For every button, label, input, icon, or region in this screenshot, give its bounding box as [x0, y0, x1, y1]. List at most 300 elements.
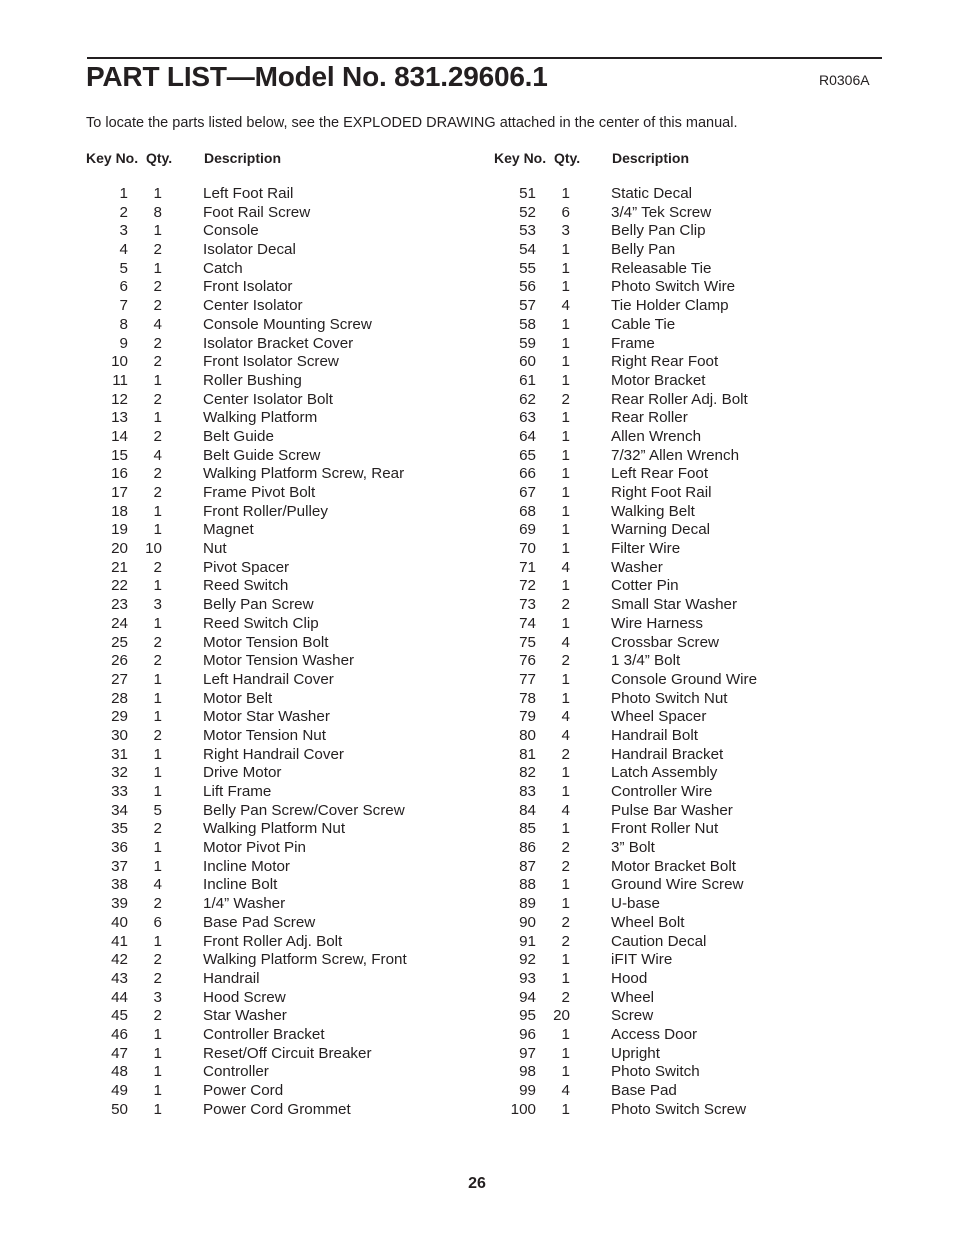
part-description: Magnet: [203, 521, 254, 539]
part-qty: 1: [153, 222, 162, 240]
part-description: Base Pad: [611, 1082, 677, 1099]
table-row: [494, 1101, 757, 1120]
part-description: iFIT Wire: [611, 951, 673, 969]
table-row: [86, 465, 407, 484]
part-key-no: 53: [519, 222, 536, 240]
table-row: [86, 895, 407, 914]
part-description: Belly Pan Clip: [611, 222, 706, 240]
part-qty: 1: [153, 1063, 162, 1081]
part-qty: 4: [153, 315, 162, 333]
table-row: [494, 540, 757, 559]
part-description: Controller Bracket: [203, 1025, 325, 1043]
table-row: [86, 447, 407, 466]
part-qty: 4: [561, 633, 570, 651]
part-key-no: 69: [519, 521, 536, 539]
part-key-no: 63: [519, 409, 536, 427]
table-row: [86, 951, 407, 970]
part-key-no: 86: [519, 839, 536, 857]
part-description: 1/4” Washer: [203, 895, 286, 913]
part-key-no: 30: [111, 726, 128, 744]
part-description: Motor Pivot Pin: [203, 839, 306, 857]
table-row: [494, 297, 757, 316]
part-qty: 2: [153, 484, 162, 501]
part-key-no: 35: [111, 820, 128, 838]
part-key-no: 81: [519, 745, 536, 763]
part-description: Tie Holder Clamp: [611, 297, 729, 315]
header-qty: Qty.: [554, 150, 581, 166]
part-key-no: 45: [111, 1007, 128, 1025]
part-key-no: 73: [519, 596, 536, 614]
table-row: [86, 241, 407, 260]
part-qty: 8: [153, 203, 162, 221]
part-qty: 1: [561, 969, 570, 987]
part-description: Left Foot Rail: [203, 185, 294, 202]
part-description: Power Cord Grommet: [203, 1100, 351, 1118]
part-description: Wheel Spacer: [611, 708, 707, 726]
part-qty: 1: [561, 502, 570, 520]
table-row: [494, 820, 757, 839]
part-qty: 1: [561, 895, 570, 913]
table-row: [494, 1063, 757, 1082]
table-row: [86, 204, 407, 223]
part-description: Wire Harness: [611, 614, 703, 632]
part-description: Cable Tie: [611, 315, 676, 333]
part-description: Handrail Bolt: [611, 726, 698, 744]
part-key-no: 84: [519, 801, 536, 819]
part-key-no: 13: [111, 409, 128, 427]
table-row: [494, 746, 757, 765]
header-description: Description: [612, 150, 690, 166]
table-row: [86, 708, 407, 727]
table-row: [86, 690, 407, 709]
part-qty: 2: [561, 596, 570, 614]
table-row: [494, 596, 757, 615]
part-qty: 2: [153, 726, 162, 744]
part-key-no: 100: [510, 1100, 536, 1118]
part-description: Catch: [203, 259, 243, 277]
part-description: Hood: [611, 969, 648, 987]
table-row: [494, 260, 757, 279]
table-row: [494, 447, 757, 466]
part-key-no: 12: [111, 390, 128, 408]
part-qty: 10: [145, 540, 162, 558]
part-key-no: 29: [111, 708, 128, 726]
part-key-no: 55: [519, 259, 536, 277]
part-key-no: 47: [111, 1044, 128, 1062]
part-key-no: 79: [519, 708, 536, 726]
part-qty: 2: [153, 969, 162, 987]
part-qty: 1: [561, 353, 570, 371]
part-description: Warning Decal: [611, 521, 711, 539]
part-key-no: 51: [519, 185, 536, 202]
part-key-no: 71: [519, 558, 536, 576]
part-qty: 2: [153, 427, 162, 445]
part-qty: 2: [153, 652, 162, 670]
part-key-no: 16: [111, 465, 128, 483]
part-description: Roller Bushing: [203, 371, 302, 389]
part-key-no: 49: [111, 1082, 128, 1099]
part-key-no: 36: [111, 839, 128, 857]
table-row: [494, 951, 757, 970]
part-qty: 2: [153, 241, 162, 259]
part-key-no: 75: [519, 633, 536, 651]
part-qty: 2: [153, 278, 162, 296]
part-description: Belt Guide Screw: [203, 446, 321, 464]
part-key-no: 11: [112, 371, 128, 389]
part-qty: 1: [561, 876, 570, 894]
table-row: [494, 634, 757, 653]
table-row: [494, 933, 757, 952]
part-description: Washer: [611, 558, 663, 576]
table-row: [86, 559, 407, 578]
part-description: Rear Roller Adj. Bolt: [611, 390, 748, 408]
table-row: [86, 278, 407, 297]
table-row: [494, 839, 757, 858]
part-description: Handrail: [203, 969, 260, 987]
part-qty: 4: [561, 801, 570, 819]
part-key-no: 74: [519, 614, 536, 632]
table-row: [86, 615, 407, 634]
part-key-no: 5: [119, 259, 128, 277]
part-description: Motor Bracket: [611, 371, 706, 389]
table-row: [86, 428, 407, 447]
part-qty: 4: [561, 1082, 570, 1099]
part-qty: 1: [561, 371, 570, 389]
part-qty: 1: [153, 932, 162, 950]
part-key-no: 8: [119, 315, 128, 333]
part-description: Belly Pan Screw/Cover Screw: [203, 801, 405, 819]
table-row: [494, 372, 757, 391]
part-key-no: 58: [519, 315, 536, 333]
part-description: Belly Pan Screw: [203, 596, 314, 614]
table-row: [494, 783, 757, 802]
part-qty: 5: [153, 801, 162, 819]
part-key-no: 33: [111, 783, 128, 800]
table-row: [494, 764, 757, 783]
table-row: [494, 335, 757, 354]
part-key-no: 4: [119, 241, 128, 259]
part-qty: 2: [153, 353, 162, 371]
part-key-no: 9: [119, 334, 128, 352]
part-key-no: 23: [111, 596, 128, 614]
table-row: [86, 316, 407, 335]
part-qty: 1: [561, 427, 570, 445]
part-qty: 2: [561, 745, 570, 763]
part-description: Walking Platform: [203, 409, 318, 427]
part-key-no: 21: [111, 558, 128, 576]
part-qty: 1: [561, 689, 570, 707]
table-row: [86, 1007, 407, 1026]
table-row: [86, 484, 407, 503]
part-qty: 2: [561, 839, 570, 857]
part-qty: 1: [153, 1082, 162, 1099]
parts-header-right: [494, 148, 757, 168]
part-qty: 1: [561, 278, 570, 296]
part-qty: 2: [561, 390, 570, 408]
part-qty: 1: [561, 446, 570, 464]
table-row: [86, 391, 407, 410]
part-description: Pulse Bar Washer: [611, 801, 733, 819]
part-key-no: 61: [519, 371, 536, 389]
table-row: [86, 1063, 407, 1082]
part-key-no: 34: [111, 801, 128, 819]
table-row: [494, 577, 757, 596]
part-qty: 20: [553, 1007, 570, 1025]
part-qty: 2: [561, 932, 570, 950]
part-qty: 1: [561, 465, 570, 483]
part-qty: 1: [561, 1063, 570, 1081]
part-qty: 3: [561, 222, 570, 240]
part-qty: 2: [153, 297, 162, 315]
table-row: [86, 503, 407, 522]
part-key-no: 95: [519, 1007, 536, 1025]
table-row: [86, 1026, 407, 1045]
part-description: Cotter Pin: [611, 577, 679, 595]
table-row: [494, 204, 757, 223]
table-row: [494, 559, 757, 578]
part-description: 1 3/4” Bolt: [611, 652, 681, 670]
part-qty: 2: [561, 913, 570, 931]
part-key-no: 7: [119, 297, 128, 315]
table-row: [86, 596, 407, 615]
table-row: [86, 521, 407, 540]
part-description: Console Ground Wire: [611, 670, 758, 688]
part-qty: 2: [153, 820, 162, 838]
part-key-no: 42: [111, 951, 128, 969]
table-row: [86, 409, 407, 428]
part-description: Releasable Tie: [611, 259, 712, 277]
part-qty: 1: [561, 951, 570, 969]
part-key-no: 67: [519, 484, 536, 501]
part-qty: 3: [153, 596, 162, 614]
part-qty: 4: [561, 558, 570, 576]
part-qty: 1: [561, 614, 570, 632]
table-row: [86, 185, 407, 204]
part-description: Right Handrail Cover: [203, 745, 344, 763]
top-rule: [87, 57, 882, 59]
part-qty: 1: [561, 764, 570, 782]
part-description: Rear Roller: [611, 409, 688, 427]
part-key-no: 20: [111, 540, 128, 558]
part-qty: 1: [561, 521, 570, 539]
table-row: [86, 746, 407, 765]
table-row: [86, 222, 407, 241]
part-description: Motor Star Washer: [203, 708, 330, 726]
table-row: [494, 989, 757, 1008]
part-description: Front Roller/Pulley: [203, 502, 328, 520]
part-description: Motor Tension Bolt: [203, 633, 329, 651]
part-qty: 1: [153, 670, 162, 688]
part-description: Hood Screw: [203, 988, 286, 1006]
document-code: R0306A: [819, 72, 870, 88]
table-row: [494, 409, 757, 428]
part-description: Controller: [203, 1063, 269, 1081]
table-row: [86, 802, 407, 821]
part-description: Motor Tension Washer: [203, 652, 355, 670]
table-row: [494, 1082, 757, 1101]
table-row: [86, 970, 407, 989]
part-qty: 1: [153, 502, 162, 520]
table-row: [86, 671, 407, 690]
table-row: [86, 989, 407, 1008]
part-qty: 2: [153, 465, 162, 483]
part-description: Front Isolator: [203, 278, 293, 296]
part-qty: 1: [561, 484, 570, 501]
part-key-no: 39: [111, 895, 128, 913]
part-qty: 1: [561, 820, 570, 838]
part-qty: 1: [153, 259, 162, 277]
part-description: Upright: [611, 1044, 660, 1062]
part-key-no: 56: [519, 278, 536, 296]
table-row: [86, 783, 407, 802]
part-key-no: 37: [111, 857, 128, 875]
part-description: Isolator Decal: [203, 241, 296, 259]
part-key-no: 52: [519, 203, 536, 221]
part-key-no: 54: [519, 241, 536, 259]
table-row: [86, 577, 407, 596]
part-qty: 1: [153, 689, 162, 707]
part-description: Console Mounting Screw: [203, 315, 372, 333]
part-qty: 1: [561, 1025, 570, 1043]
part-qty: 1: [561, 577, 570, 595]
table-row: [86, 652, 407, 671]
part-description: Lift Frame: [203, 783, 272, 800]
part-description: Walking Platform Screw, Rear: [203, 465, 405, 483]
header-qty: Qty.: [146, 150, 173, 166]
part-description: Belly Pan: [611, 241, 676, 259]
page-number: 26: [468, 1175, 486, 1192]
part-description: Walking Platform Screw, Front: [203, 951, 407, 969]
part-description: U-base: [611, 895, 660, 913]
part-qty: 1: [561, 670, 570, 688]
part-qty: 4: [153, 876, 162, 894]
part-qty: 1: [153, 577, 162, 595]
part-description: Walking Platform Nut: [203, 820, 346, 838]
table-row: [494, 241, 757, 260]
part-description: Right Foot Rail: [611, 484, 712, 501]
table-row: [86, 634, 407, 653]
part-description: Controller Wire: [611, 783, 713, 800]
part-key-no: 14: [111, 427, 128, 445]
intro-text: To locate the parts listed below, see the EXPLODED DRAWING attached in the center of this manual.: [86, 115, 738, 131]
part-qty: 1: [153, 708, 162, 726]
table-row: [86, 372, 407, 391]
table-row: [86, 839, 407, 858]
part-key-no: 68: [519, 502, 536, 520]
part-qty: 2: [561, 652, 570, 670]
table-row: [86, 1045, 407, 1064]
part-qty: 1: [153, 1100, 162, 1118]
part-description: Latch Assembly: [611, 764, 718, 782]
part-key-no: 92: [519, 951, 536, 969]
part-key-no: 80: [519, 726, 536, 744]
parts-column-left: [86, 148, 407, 1119]
table-row: [86, 820, 407, 839]
part-description: Walking Belt: [611, 502, 695, 520]
part-description: Wheel: [611, 988, 655, 1006]
part-qty: 2: [153, 1007, 162, 1025]
part-qty: 2: [153, 334, 162, 352]
part-description: 3/4” Tek Screw: [611, 203, 712, 221]
part-description: 7/32” Allen Wrench: [611, 446, 740, 464]
part-key-no: 78: [519, 689, 536, 707]
table-row: [494, 503, 757, 522]
part-description: Motor Tension Nut: [203, 726, 326, 744]
part-key-no: 77: [519, 670, 536, 688]
table-row: [494, 914, 757, 933]
part-qty: 1: [153, 783, 162, 800]
part-key-no: 32: [111, 764, 128, 782]
table-row: [86, 727, 407, 746]
part-qty: 2: [153, 633, 162, 651]
part-qty: 1: [153, 857, 162, 875]
table-row: [494, 671, 757, 690]
part-key-no: 46: [111, 1025, 128, 1043]
part-key-no: 27: [111, 670, 128, 688]
part-qty: 1: [561, 783, 570, 800]
table-row: [86, 876, 407, 895]
part-key-no: 65: [519, 446, 536, 464]
part-key-no: 99: [519, 1082, 536, 1099]
part-description: Front Isolator Screw: [203, 353, 339, 371]
parts-list-left: [86, 185, 407, 1119]
part-description: Right Rear Foot: [611, 353, 719, 371]
table-row: [86, 260, 407, 279]
part-key-no: 17: [111, 484, 128, 501]
part-qty: 6: [561, 203, 570, 221]
part-description: Belt Guide: [203, 427, 274, 445]
part-description: Photo Switch: [611, 1063, 700, 1081]
part-qty: 1: [561, 315, 570, 333]
table-row: [494, 970, 757, 989]
header-key-no: Key No.: [86, 150, 139, 166]
table-row: [494, 353, 757, 372]
part-key-no: 50: [111, 1100, 128, 1118]
part-key-no: 98: [519, 1063, 536, 1081]
part-key-no: 40: [111, 913, 128, 931]
parts-list-right: [494, 185, 757, 1119]
part-description: Crossbar Screw: [611, 633, 720, 651]
part-description: Front Roller Adj. Bolt: [203, 932, 343, 950]
table-row: [494, 185, 757, 204]
part-key-no: 48: [111, 1063, 128, 1081]
part-key-no: 93: [519, 969, 536, 987]
table-row: [494, 652, 757, 671]
part-description: Console: [203, 222, 259, 240]
table-row: [494, 858, 757, 877]
part-key-no: 19: [111, 521, 128, 539]
part-description: Handrail Bracket: [611, 745, 724, 763]
part-key-no: 66: [519, 465, 536, 483]
part-description: Motor Belt: [203, 689, 273, 707]
part-key-no: 41: [111, 932, 128, 950]
part-key-no: 43: [111, 969, 128, 987]
part-qty: 2: [153, 558, 162, 576]
part-key-no: 89: [519, 895, 536, 913]
part-qty: 1: [153, 185, 162, 202]
part-key-no: 87: [519, 857, 536, 875]
part-key-no: 70: [519, 540, 536, 558]
table-row: [494, 876, 757, 895]
part-key-no: 31: [111, 745, 128, 763]
part-description: 3” Bolt: [611, 839, 655, 857]
part-description: Caution Decal: [611, 932, 707, 950]
part-description: Drive Motor: [203, 764, 282, 782]
part-qty: 1: [153, 1044, 162, 1062]
part-description: Frame: [611, 334, 655, 352]
part-key-no: 60: [519, 353, 536, 371]
table-row: [494, 708, 757, 727]
